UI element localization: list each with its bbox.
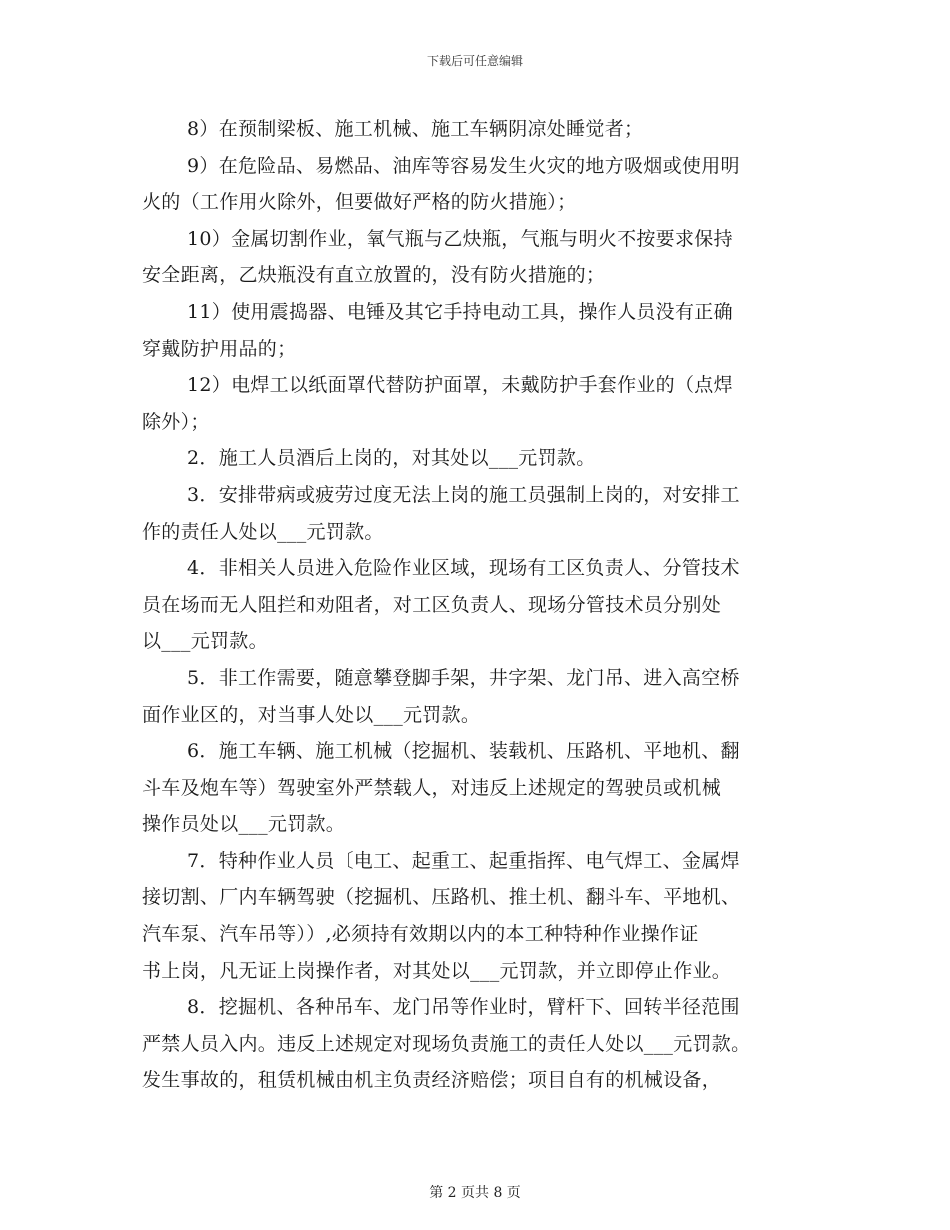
page-footer: 第 2 页共 8 页	[429, 1185, 521, 1201]
text-line: 10）金属切割作业，氧气瓶与乙炔瓶，气瓶与明火不按要求保持	[187, 227, 733, 250]
text-line: 穿戴防护用品的；	[142, 337, 297, 360]
text-line: 发生事故的，租赁机械由机主负责经济赔偿；项目自有的机械设备，	[142, 1069, 722, 1092]
text-line: 斗车及炮车等）驾驶室外严禁载人，对违反上述规定的驾驶员或机械	[142, 776, 722, 799]
text-line: 作的责任人处以___元罚款。	[142, 520, 384, 543]
text-line: 7．特种作业人员〔电工、起重工、起重指挥、电气焊工、金属焊	[187, 849, 740, 872]
text-line: 安全距离，乙炔瓶没有直立放置的，没有防火措施的；	[142, 264, 606, 287]
text-line: 12）电焊工以纸面罩代替防护面罩，未戴防护手套作业的（点焊	[187, 374, 733, 397]
text-line: 5．非工作需要，随意攀登脚手架，井字架、龙门吊、进入高空桥	[187, 666, 740, 689]
text-line: 书上岗，凡无证上岗操作者，对其处以___元罚款，并立即停止作业。	[142, 959, 732, 982]
text-line: 面作业区的，对当事人处以___元罚款。	[142, 703, 481, 726]
text-line: 2．施工人员酒后上岗的，对其处以___元罚款。	[187, 447, 596, 470]
text-line: 以___元罚款。	[142, 630, 268, 653]
text-line: 接切割、厂内车辆驾驶（挖掘机、压路机、推土机、翻斗车、平地机、	[142, 886, 741, 909]
text-line: 6．施工车辆、施工机械（挖掘机、装载机、压路机、平地机、翻	[187, 740, 740, 763]
text-line: 员在场而无人阻拦和劝阻者，对工区负责人、现场分管技术员分别处	[142, 593, 722, 616]
text-line: 9）在危险品、易燃品、油库等容易发生火灾的地方吸烟或使用明	[187, 154, 740, 177]
document-body	[142, 111, 812, 1099]
text-line: 8．挖掘机、各种吊车、龙门吊等作业时，臂杆下、回转半径范围	[187, 996, 740, 1019]
text-line: 11）使用震捣器、电锤及其它手持电动工具，操作人员没有正确	[187, 300, 733, 323]
text-line: 汽车泵、汽车吊等））,必须持有效期以内的本工种特种作业操作证	[142, 923, 699, 946]
text-line: 8）在预制梁板、施工机械、施工车辆阴凉处睡觉者；	[187, 118, 644, 140]
text-line: 火的（工作用火除外，但要做好严格的防火措施）；	[142, 191, 577, 214]
text-line: 3．安排带病或疲劳过度无法上岗的施工员强制上岗的，对安排工	[187, 483, 740, 506]
page-header: 下载后可任意编辑	[426, 54, 523, 68]
text-line: 4．非相关人员进入危险作业区域，现场有工区负责人、分管技术	[187, 557, 740, 580]
text-line: 严禁人员入内。违反上述规定对现场负责施工的责任人处以___元罚款。	[142, 1032, 751, 1055]
text-line: 操作员处以___元罚款。	[142, 813, 346, 836]
text-line: 除外）；	[142, 410, 210, 433]
